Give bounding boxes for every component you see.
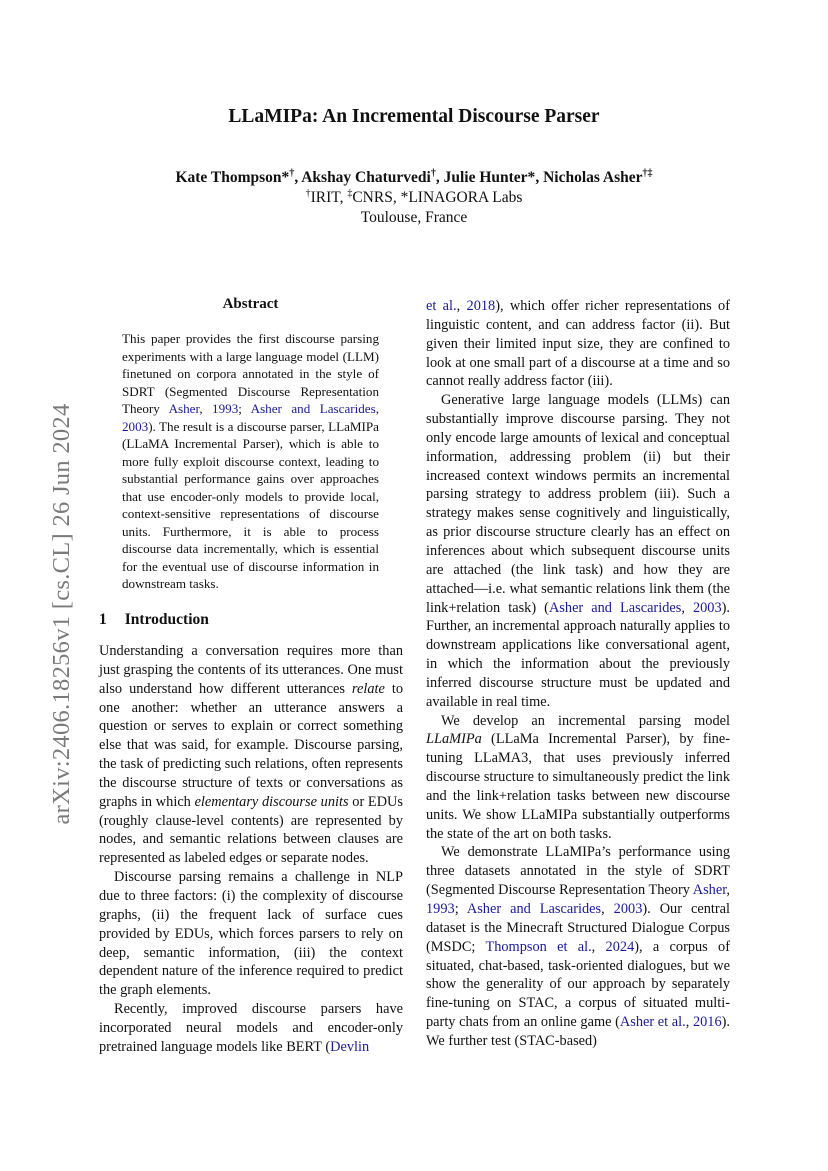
section-number: 1	[99, 611, 107, 628]
citation-link[interactable]: 2003	[613, 901, 643, 917]
author-location: Toulouse, France	[360, 209, 468, 226]
citation-link[interactable]: Asher	[692, 882, 727, 899]
citation-link[interactable]: Asher et al.	[619, 1014, 686, 1031]
citation-link[interactable]: Asher and Lascarides	[466, 901, 602, 917]
citation-link[interactable]: 1993	[212, 401, 239, 416]
citation-link[interactable]: et al.	[426, 298, 457, 314]
affiliation-mark: †	[289, 167, 295, 179]
author-block	[0, 168, 828, 228]
section-heading-introduction	[99, 611, 209, 629]
citation-link[interactable]: Devlin	[330, 1038, 370, 1055]
paragraph: Recently, improved discourse parsers have incorporated neural models and encoder-only pretrained language models like BERT (Devlin	[99, 1001, 403, 1055]
citation-link[interactable]: 2024	[605, 938, 635, 955]
paragraph: Discourse parsing remains a challenge in NLP due to three factors: (i) the complexity of discourse graphs, (ii) the frequent lack of surface cues provided by EDUs, which forces parsers to rely on deep, semantic information, (iii) the context dependent nature of the inference required to predict the graph elements.	[99, 869, 403, 999]
abstract-heading: Abstract	[222, 296, 279, 312]
author-names: Kate Thompson*†, Akshay Chaturvedi†, Julie Hunter*, Nicholas Asher†‡	[175, 167, 653, 186]
citation-link[interactable]: 2018	[466, 298, 496, 314]
author-name: Nicholas Asher	[543, 169, 643, 186]
citation-link[interactable]: 2003	[692, 599, 722, 616]
author-name: Akshay Chaturvedi	[301, 169, 431, 186]
affiliation-mark: †‡	[642, 167, 653, 179]
affiliations: †IRIT, ‡CNRS, *LINAGORA Labs	[305, 187, 523, 206]
citation-link[interactable]: 1993	[426, 901, 455, 917]
paragraph-continued: et al., 2018), which offer richer representations of linguistic content, and can address factor (ii). But given their limited input size, they are confined to look at one small part of a discourse at a time and so cannot really address factor (iii).	[426, 298, 730, 390]
paragraph: We develop an incremental parsing model LLaMIPa (LLaMa Incremental Parser), by fine-tuning LLaMA3, that uses previously inferred discourse structure to simultaneously predict the link and the link+relation tasks between new discourse units. We show LLaMIPa substantially outperforms the state of the art on both tasks.	[426, 712, 730, 842]
citation-link[interactable]: 2016	[692, 1014, 722, 1031]
paragraph: Generative large language models (LLMs) can substantially improve discourse parsing. They not only encode large amounts of lexical and conceptual information, addressing problem (ii) but their increased context windows permits an incremental parsing strategy to address problem (iii). Such a strategy makes sense cognitively and linguistically, as prior discourse structure clearly has an effect on inferences about which subsequent discourse units are attached (the link task) and how they are attached—i.e. what semantic relations link them (the link+relation task) (Asher and Lascarides, 2003). Further, an incremental approach naturally applies to downstream applications like conversational agent, in which the information about the previously inferred discourse structure must be updated and available in real time.	[426, 392, 731, 710]
paper-title: LLaMIPa: An Incremental Discourse Parser	[228, 106, 600, 127]
citation-link[interactable]: 2003	[122, 418, 149, 434]
arxiv-stamp: arXiv:2406.18256v1 [cs.CL] 26 Jun 2024	[48, 403, 75, 825]
affiliation-mark: †	[430, 167, 436, 179]
author-name: Kate Thompson*	[175, 169, 290, 186]
citation-link[interactable]: Asher	[168, 401, 200, 416]
citation-link[interactable]: Asher and Lascarides	[250, 401, 376, 416]
section-title: Introduction	[124, 611, 209, 628]
right-column	[426, 297, 730, 1051]
author-name: Julie Hunter*	[443, 169, 536, 186]
abstract-body: This paper provides the first discourse parsing experiments with a large language model (LLM) finetuned on corpora annotated in the style of SDRT (Segmented Discourse Representation Theory Asher, 1993; Asher and Lascarides, 2003). The result is a discourse parser, LLaMIPa (LLaMA Incremental Parser), which is able to more fully exploit discourse context, leading to substantial performance gains over approaches that use encoder-only models to provide local, context-sensitive representations of discourse units. Furthermore, it is able to process discourse data incrementally, which is essential for the eventual use of discourse information in downstream tasks.	[122, 331, 379, 591]
paragraph: Understanding a conversation requires more than just grasping the contents of its utterances. One must also understand how different utterances relate to one another: whether an utterance answers a question or serves to explain or correct something else that was said, for example. Discourse parsing, the task of predicting such relations, often represents the discourse structure of texts or conversations as graphs in which elementary discourse units or EDUs (roughly clause-level contents) are represented by nodes, and semantic relations between clauses are represented as labeled edges or separate nodes.	[99, 643, 403, 867]
paragraph: We demonstrate LLaMIPa’s performance using three datasets annotated in the style of SDRT (Segmented Discourse Representation Theory Asher, 1993; Asher and Lascarides, 2003). Our central dataset is the Minecraft Structured Dialogue Corpus (MSDC; Thompson et al., 2024), a corpus of situated, chat-based, task-oriented dialogues, but we show the generality of our approach by separately fine-tuning on STAC, a corpus of situated multi-party chats from an online game (Asher et al., 2016). We further test (STAC-based)	[426, 844, 731, 1049]
left-column	[99, 642, 403, 1057]
citation-link[interactable]: Thompson et al.	[485, 938, 592, 955]
citation-link[interactable]: Asher and Lascarides	[548, 599, 682, 616]
